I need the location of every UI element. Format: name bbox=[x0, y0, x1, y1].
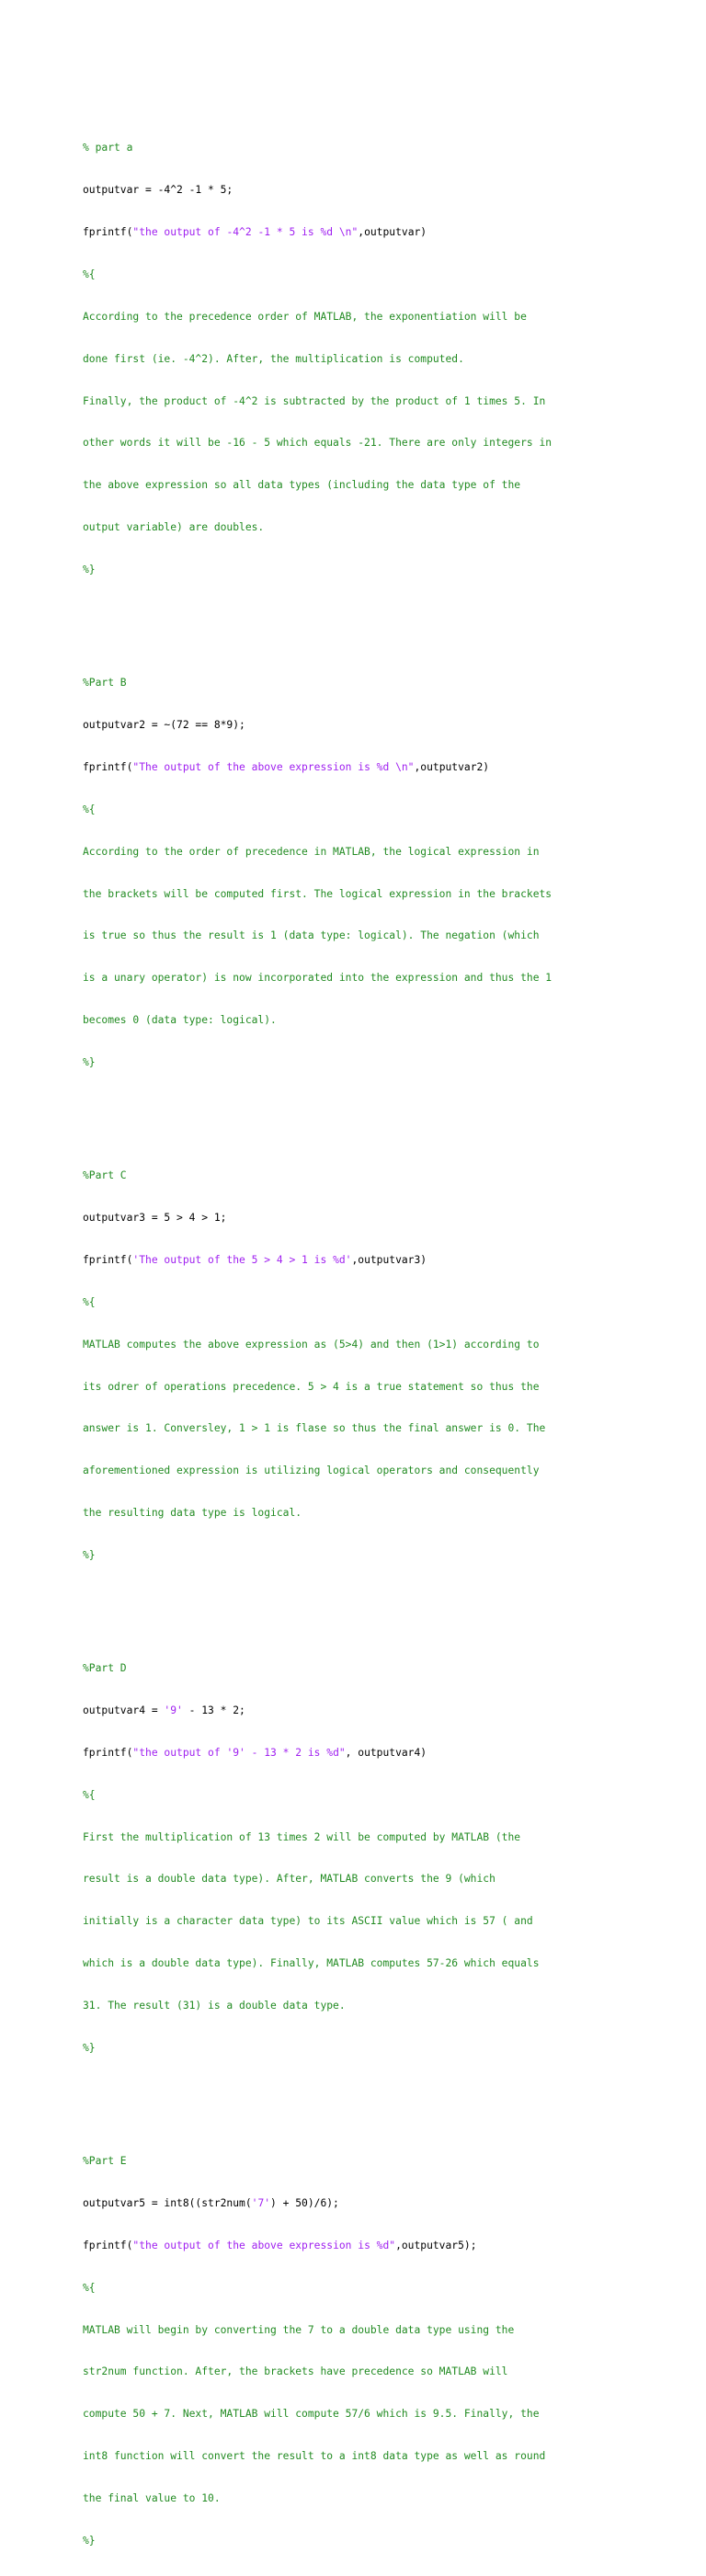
comment-text: answer is 1. Conversley, 1 > 1 is flase so thus the final answer is 0. The bbox=[83, 1422, 546, 1435]
string-literal: '9' bbox=[164, 1704, 183, 1716]
spacer bbox=[83, 605, 689, 620]
comment-text: According to the order of precedence in MATLAB, the logical expression in bbox=[83, 845, 540, 858]
section-header: %Part C bbox=[83, 1169, 127, 1182]
block-comment-open: %{ bbox=[83, 1295, 96, 1308]
comment-text: the resulting data type is logical. bbox=[83, 1507, 302, 1520]
block-comment-close: %} bbox=[83, 564, 96, 576]
block-comment-open: %{ bbox=[83, 268, 96, 280]
comment-text: str2num function. After, the brackets have precedence so MATLAB will bbox=[83, 2365, 508, 2378]
string-literal: "the output of -4^2 -1 * 5 is %d \n" bbox=[132, 225, 359, 238]
comment-text: done first (ie. -4^2). After, the multiplication is computed. bbox=[83, 352, 464, 365]
fprintf-line: fprintf("The output of the above expression is %d \n",outputvar2) bbox=[83, 760, 490, 773]
code-document bbox=[83, 85, 689, 2576]
assignment-line: outputvar2 = ~(72 == 8*9); bbox=[83, 718, 245, 731]
block-comment-close: %} bbox=[83, 2535, 96, 2548]
comment-text: the brackets will be computed first. The logical expression in the brackets bbox=[83, 887, 552, 900]
comment-text: is true so thus the result is 1 (data type: logical). The negation (which bbox=[83, 929, 540, 942]
string-literal: "The output of the above expression is %d \n" bbox=[132, 760, 415, 773]
assignment-line: outputvar3 = 5 > 4 > 1; bbox=[83, 1211, 227, 1224]
comment-text: First the multiplication of 13 times 2 will be computed by MATLAB (the bbox=[83, 1830, 521, 1843]
fprintf-line: fprintf("the output of '9' - 13 * 2 is %d", outputvar4) bbox=[83, 1746, 427, 1759]
comment-text: result is a double data type). After, MATLAB converts the 9 (which bbox=[83, 1873, 495, 1886]
comment-text: its odrer of operations precedence. 5 > 4 is a true statement so thus the bbox=[83, 1380, 540, 1393]
spacer bbox=[83, 2083, 689, 2098]
string-literal: '7' bbox=[251, 2196, 271, 2209]
block-comment-close: %} bbox=[83, 1549, 96, 1562]
comment-text: other words it will be -16 - 5 which equals -21. There are only integers in bbox=[83, 437, 552, 450]
block-comment-open: %{ bbox=[83, 803, 96, 815]
comment-text: which is a double data type). Finally, MATLAB computes 57-26 which equals bbox=[83, 1957, 540, 1970]
block-comment-close: %} bbox=[83, 2042, 96, 2055]
comment-text: aforementioned expression is utilizing logical operators and consequently bbox=[83, 1465, 540, 1477]
comment-text: becomes 0 (data type: logical). bbox=[83, 1014, 277, 1027]
block-comment-close: %} bbox=[83, 1056, 96, 1069]
comment-text: Finally, the product of -4^2 is subtracted by the product of 1 times 5. In bbox=[83, 394, 546, 407]
section-header: %Part D bbox=[83, 1662, 127, 1675]
assignment-line: outputvar5 = int8((str2num('7') + 50)/6); bbox=[83, 2196, 339, 2209]
section-header: %Part E bbox=[83, 2155, 127, 2168]
comment-text: MATLAB computes the above expression as (5>4) and then (1>1) according to bbox=[83, 1338, 540, 1351]
comment-text: the final value to 10. bbox=[83, 2492, 221, 2505]
comment-text: According to the precedence order of MATLAB, the exponentiation will be bbox=[83, 310, 527, 323]
spacer bbox=[83, 1098, 689, 1112]
comment-text: MATLAB will begin by converting the 7 to a double data type using the bbox=[83, 2323, 515, 2336]
string-literal: "the output of '9' - 13 * 2 is %d" bbox=[132, 1746, 346, 1759]
block-comment-open: %{ bbox=[83, 1788, 96, 1801]
string-literal: 'The output of the 5 > 4 > 1 is %d' bbox=[132, 1253, 352, 1266]
section-header: % part a bbox=[83, 142, 133, 154]
comment-text: the above expression so all data types (including the data type of the bbox=[83, 479, 521, 492]
comment-text: 31. The result (31) is a double data type. bbox=[83, 2000, 346, 2012]
comment-text: compute 50 + 7. Next, MATLAB will compute 57/6 which is 9.5. Finally, the bbox=[83, 2408, 540, 2421]
fprintf-line: fprintf('The output of the 5 > 4 > 1 is %d',outputvar3) bbox=[83, 1253, 427, 1266]
fprintf-line: fprintf("the output of -4^2 -1 * 5 is %d \n",outputvar) bbox=[83, 225, 427, 238]
assignment-line: outputvar = -4^2 -1 * 5; bbox=[83, 184, 233, 197]
comment-text: initially is a character data type) to its ASCII value which is 57 ( and bbox=[83, 1915, 533, 1928]
spacer bbox=[83, 1590, 689, 1605]
comment-text: output variable) are doubles. bbox=[83, 521, 265, 534]
comment-text: int8 function will convert the result to a int8 data type as well as round bbox=[83, 2450, 546, 2463]
comment-text: is a unary operator) is now incorporated into the expression and thus the 1 bbox=[83, 972, 552, 985]
block-comment-open: %{ bbox=[83, 2281, 96, 2294]
string-literal: "the output of the above expression is %d" bbox=[132, 2239, 396, 2251]
section-header: %Part B bbox=[83, 677, 127, 690]
assignment-line: outputvar4 = '9' - 13 * 2; bbox=[83, 1704, 245, 1716]
fprintf-line: fprintf("the output of the above expression is %d",outputvar5); bbox=[83, 2239, 477, 2251]
